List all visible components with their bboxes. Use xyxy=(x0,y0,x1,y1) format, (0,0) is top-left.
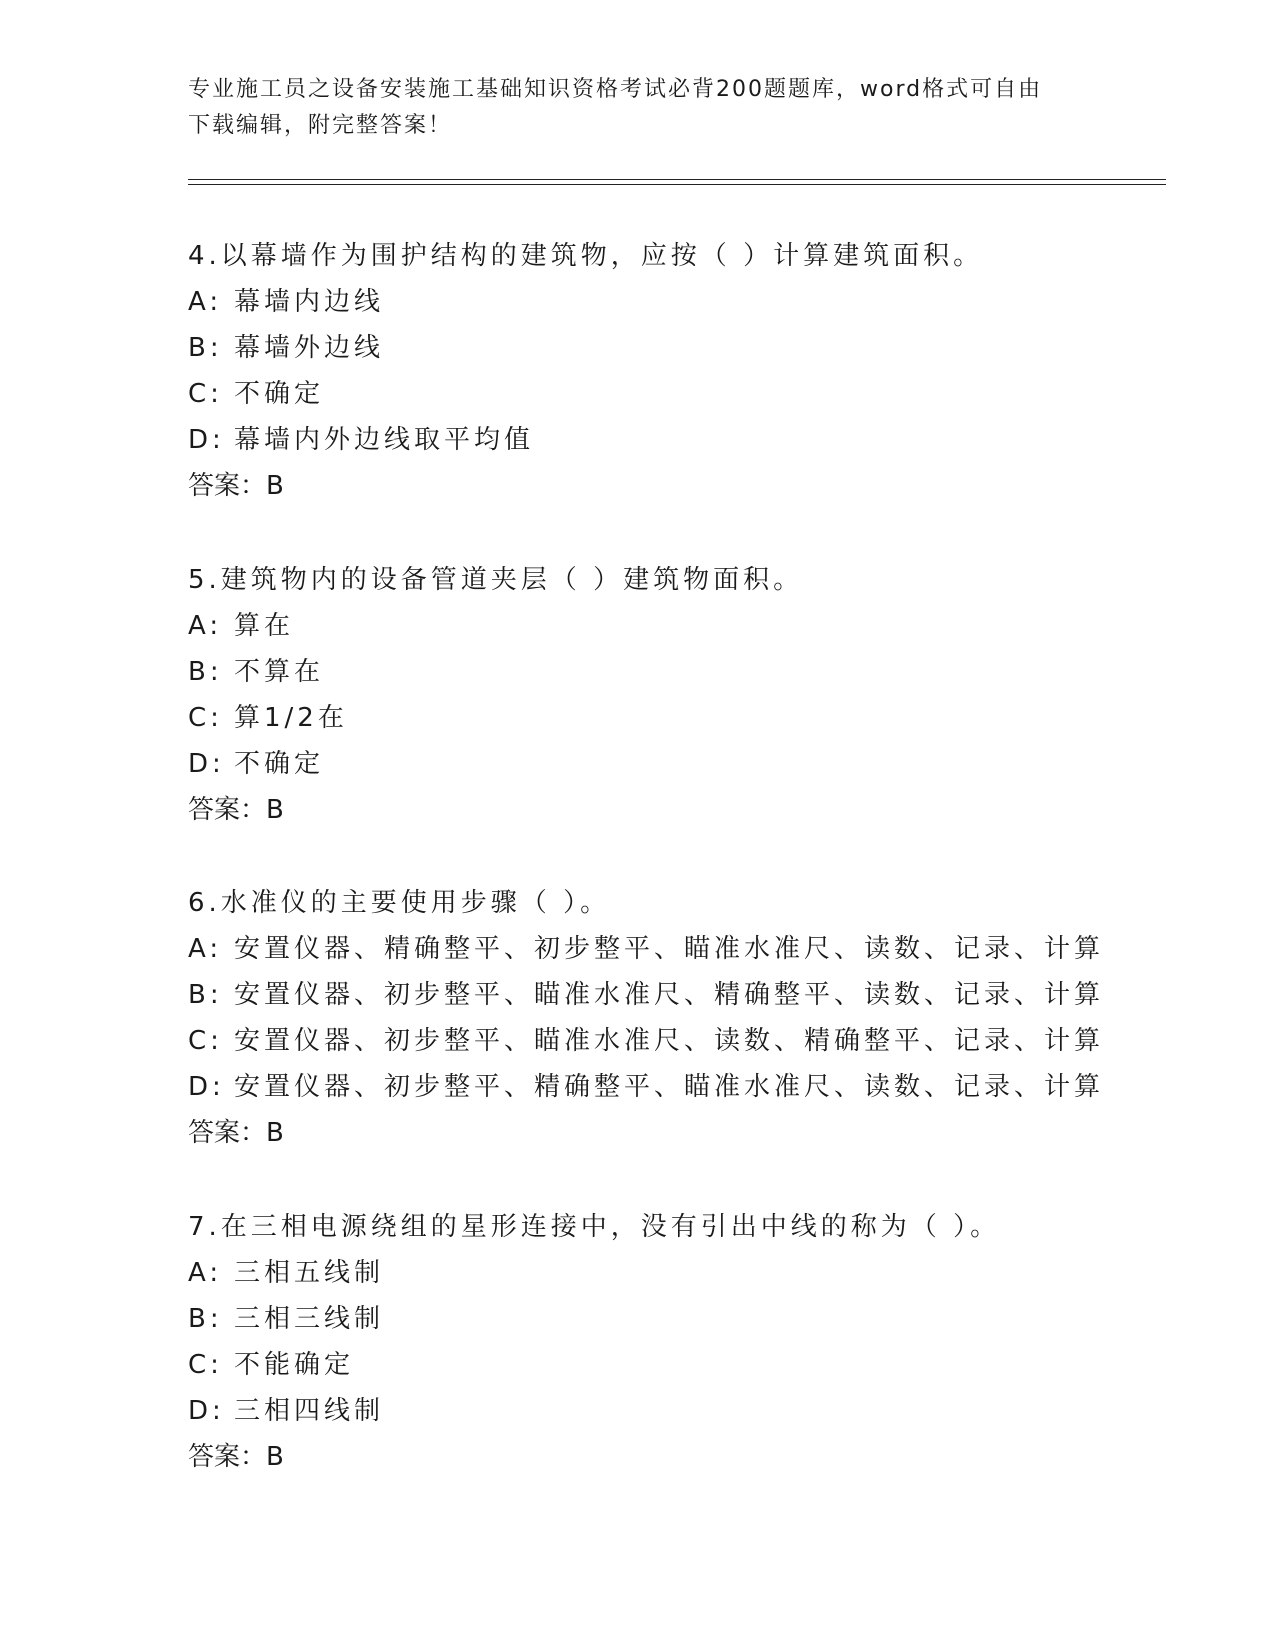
option-label: A: xyxy=(188,1258,223,1288)
question-stem: 7.在三相电源绕组的星形连接中，没有引出中线的称为（ ）。 xyxy=(188,1212,1001,1242)
option-label: C: xyxy=(188,1350,223,1380)
option-d xyxy=(188,741,1128,787)
option-text: 幕墙外边线 xyxy=(234,333,385,363)
question-stem: 5.建筑物内的设备管道夹层（ ）建筑物面积。 xyxy=(188,565,804,595)
option-text: 不算在 xyxy=(234,657,325,687)
option-b xyxy=(188,1296,1128,1342)
document-header xyxy=(188,72,1078,144)
question-4 xyxy=(188,233,1128,509)
option-text: 不确定 xyxy=(234,379,325,409)
option-text: 三相五线制 xyxy=(234,1258,385,1288)
question-stem: 6.水准仪的主要使用步骤（ ）。 xyxy=(188,888,611,918)
option-label: C: xyxy=(188,703,223,733)
option-text: 安置仪器、初步整平、瞄准水准尺、精确整平、读数、记录、计算 xyxy=(234,980,1105,1010)
option-a xyxy=(188,279,1128,325)
answer-line: 答案：B xyxy=(188,471,284,501)
option-label: B: xyxy=(188,980,223,1010)
option-text: 安置仪器、初步整平、瞄准水准尺、读数、精确整平、记录、计算 xyxy=(234,1026,1105,1056)
option-d xyxy=(188,1064,1128,1110)
option-text: 幕墙内外边线取平均值 xyxy=(234,425,535,455)
option-label: D: xyxy=(188,749,225,779)
option-text: 算在 xyxy=(234,611,295,641)
answer-line: 答案：B xyxy=(188,795,284,825)
option-a xyxy=(188,926,1128,972)
option-text: 不确定 xyxy=(234,749,325,779)
option-c xyxy=(188,371,1128,417)
option-label: B: xyxy=(188,333,223,363)
option-label: D: xyxy=(188,1072,225,1102)
answer-line: 答案：B xyxy=(188,1442,284,1472)
header-divider-top xyxy=(188,179,1166,180)
option-text: 三相四线制 xyxy=(234,1396,385,1426)
header-divider-bottom xyxy=(188,184,1166,185)
option-label: A: xyxy=(188,934,223,964)
option-a xyxy=(188,1250,1128,1296)
option-text: 安置仪器、精确整平、初步整平、瞄准水准尺、读数、记录、计算 xyxy=(234,934,1105,964)
option-label: B: xyxy=(188,1304,223,1334)
option-text: 不能确定 xyxy=(234,1350,355,1380)
answer-line: 答案：B xyxy=(188,1118,284,1148)
option-c xyxy=(188,695,1128,741)
option-label: D: xyxy=(188,425,225,455)
option-b xyxy=(188,972,1128,1018)
header-line-2: 下载编辑，附完整答案！ xyxy=(188,113,453,138)
option-c xyxy=(188,1018,1128,1064)
question-6 xyxy=(188,880,1128,1156)
option-b xyxy=(188,325,1128,371)
option-label: D: xyxy=(188,1396,225,1426)
header-line-1: 专业施工员之设备安装施工基础知识资格考试必背200题题库，word格式可自由 xyxy=(188,77,1043,102)
option-label: C: xyxy=(188,1026,223,1056)
option-text: 安置仪器、初步整平、精确整平、瞄准水准尺、读数、记录、计算 xyxy=(234,1072,1105,1102)
option-d xyxy=(188,1388,1128,1434)
question-5 xyxy=(188,557,1128,833)
option-a xyxy=(188,603,1128,649)
option-label: B: xyxy=(188,657,223,687)
option-label: A: xyxy=(188,287,223,317)
option-label: C: xyxy=(188,379,223,409)
question-7 xyxy=(188,1204,1128,1480)
option-text: 算1/2在 xyxy=(234,703,348,733)
option-text: 三相三线制 xyxy=(234,1304,385,1334)
option-label: A: xyxy=(188,611,223,641)
option-c xyxy=(188,1342,1128,1388)
option-b xyxy=(188,649,1128,695)
question-stem: 4.以幕墙作为围护结构的建筑物，应按（ ）计算建筑面积。 xyxy=(188,241,984,271)
option-d xyxy=(188,417,1128,463)
option-text: 幕墙内边线 xyxy=(234,287,385,317)
